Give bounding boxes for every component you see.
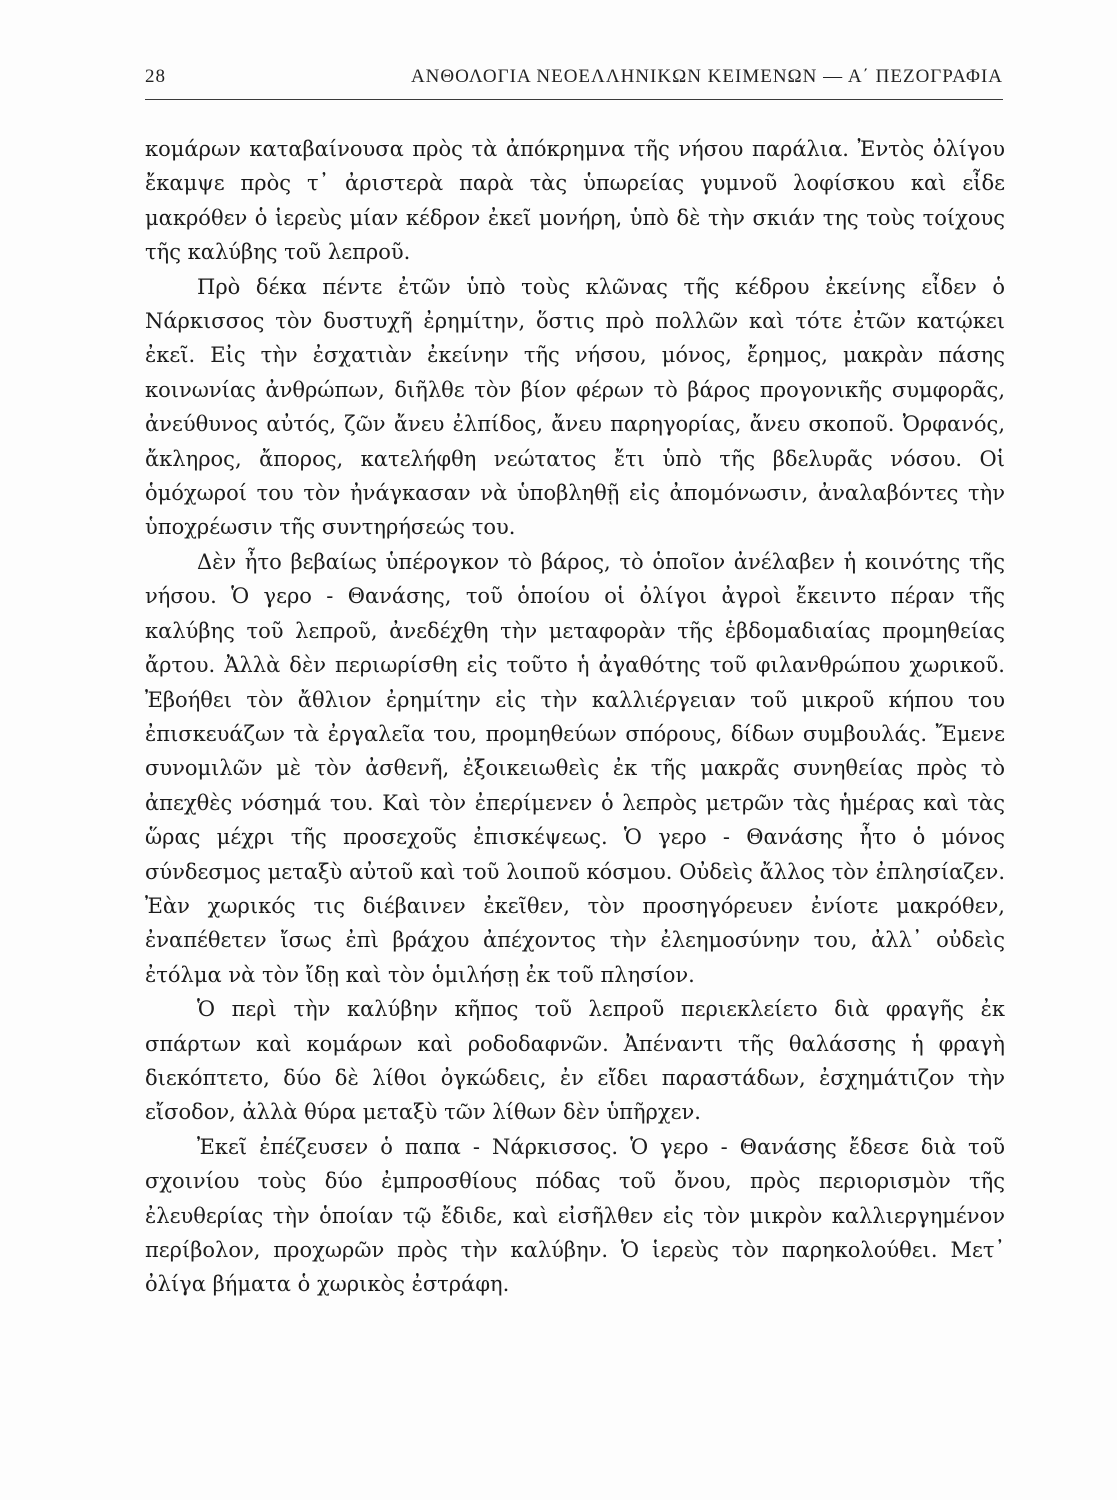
paragraph: Πρὸ δέκα πέντε ἐτῶν ὑπὸ τοὺς κλῶνας τῆς κέδρου ἐκείνης εἶδεν ὁ Νάρκισσος τὸν δυστυχῆ ἐρημίτην, ὅστις πρὸ πολλῶν καὶ τότε ἐτῶν κατῴκει ἐκεῖ. Εἰς τὴν ἐσχατιὰν ἐκείνην τῆς νήσου, μόνος, ἔρημος, μακρὰν πάσης κοινωνίας ἀνθρώπων, διῆλθε τὸν βίον φέρων τὸ βάρος προγονικῆς συμφορᾶς, ἀνεύθυνος αὐτός, ζῶν ἄνευ ἐλπίδος, ἄνευ παρηγορίας, ἄνευ σκοποῦ. Ὀρφανός, ἄκληρος, ἄπορος, κατελήφθη νεώτατος ἔτι ὑπὸ τῆς βδελυρᾶς νόσου. Οἱ ὁμόχωροί του τὸν ἠνάγκασαν νὰ ὑποβληθῇ εἰς ἀπομόνωσιν, ἀναλαβόντες τὴν ὑποχρέωσιν τῆς συντηρήσεώς του. [145,274,1005,540]
paragraph: κομάρων καταβαίνουσα πρὸς τὰ ἀπόκρημνα τῆς νήσου παράλια. Ἐντὸς ὀλίγου ἔκαμψε πρὸς τ᾽ ἀριστερὰ παρὰ τὰς ὑπωρείας γυμνοῦ λοφίσκου καὶ εἶδε μακρόθεν ὁ ἱερεὺς μίαν κέδρον ἐκεῖ μονήρη, ὑπὸ δὲ τὴν σκιάν της τοὺς τοίχους τῆς καλύβης τοῦ λεπροῦ. [145,137,1005,265]
running-title: ΑΝΘΟΛΟΓΙΑ ΝΕΟΕΛΛΗΝΙΚΩΝ ΚΕΙΜΕΝΩΝ — Α΄ ΠΕΖΟΓΡΑΦΙΑ [410,66,1003,87]
page-number: 28 [145,66,166,87]
body-text [145,132,1005,1302]
paragraph: Δὲν ἦτο βεβαίως ὑπέρογκον τὸ βάρος, τὸ ὁποῖον ἀνέλαβεν ἡ κοινότης τῆς νήσου. Ὁ γερο - Θανάσης, τοῦ ὁποίου οἱ ὀλίγοι ἀγροὶ ἔκειντο πέραν τῆς καλύβης τοῦ λεπροῦ, ἀνεδέχθη τὴν μεταφορὰν τῆς ἑβδομαδιαίας προμηθείας ἄρτου. Ἀλλὰ δὲν περιωρίσθη εἰς τοῦτο ἡ ἀγαθότης τοῦ φιλανθρώπου χωρικοῦ. Ἐβοήθει τὸν ἄθλιον ἐρημίτην εἰς τὴν καλλιέργειαν τοῦ μικροῦ κήπου του ἐπισκευάζων τὰ ἐργαλεῖα του, προμηθεύων σπόρους, δίδων συμβουλάς. Ἔμενε συνομιλῶν μὲ τὸν ἀσθενῆ, ἐξοικειωθεὶς ἐκ τῆς μακρᾶς συνηθείας πρὸς τὸ ἀπεχθὲς νόσημά του. Καὶ τὸν ἐπερίμενεν ὁ λεπρὸς μετρῶν τὰς ἡμέρας καὶ τὰς ὥρας μέχρι τῆς προσεχοῦς ἐπισκέψεως. Ὁ γερο - Θανάσης ἦτο ὁ μόνος σύνδεσμος μεταξὺ αὐτοῦ καὶ τοῦ λοιποῦ κόσμου. Οὐδεὶς ἄλλος τὸν ἐπλησίαζεν. Ἐὰν χωρικός τις διέβαινεν ἐκεῖθεν, τὸν προσηγόρευεν ἐνίοτε μακρόθεν, ἐναπέθετεν ἴσως ἐπὶ βράχου ἀπέχοντος τὴν ἐλεημοσύνην του, ἀλλ᾽ οὐδεὶς ἐτόλμα νὰ τὸν ἴδῃ καὶ τὸν ὁμιλήσῃ ἐκ τοῦ πλησίον. [145,549,1005,987]
paragraph: Ὁ περὶ τὴν καλύβην κῆπος τοῦ λεπροῦ περιεκλείετο διὰ φραγῆς ἐκ σπάρτων καὶ κομάρων καὶ ροδοδαφνῶν. Ἀπέναντι τῆς θαλάσσης ἡ φραγὴ διεκόπτετο, δύο δὲ λίθοι ὀγκώδεις, ἐν εἴδει παραστάδων, ἐσχημάτιζον τὴν εἴσοδον, ἀλλὰ θύρα μεταξὺ τῶν λίθων δὲν ὑπῆρχεν. [145,997,1005,1125]
page-header [145,66,1003,94]
paragraph: Ἐκεῖ ἐπέζευσεν ὁ παπα - Νάρκισσος. Ὁ γερο - Θανάσης ἔδεσε διὰ τοῦ σχοινίου τοὺς δύο ἐμπροσθίους πόδας τοῦ ὄνου, πρὸς περιορισμὸν τῆς ἐλευθερίας τὴν ὁποίαν τῷ ἔδιδε, καὶ εἰσῆλθεν εἰς τὸν μικρὸν καλλιεργημένον περίβολον, προχωρῶν πρὸς τὴν καλύβην. Ὁ ἱερεὺς τὸν παρηκολούθει. Μετ᾽ ὀλίγα βήματα ὁ χωρικὸς ἐστράφη. [145,1134,1005,1297]
header-rule [145,99,1003,100]
